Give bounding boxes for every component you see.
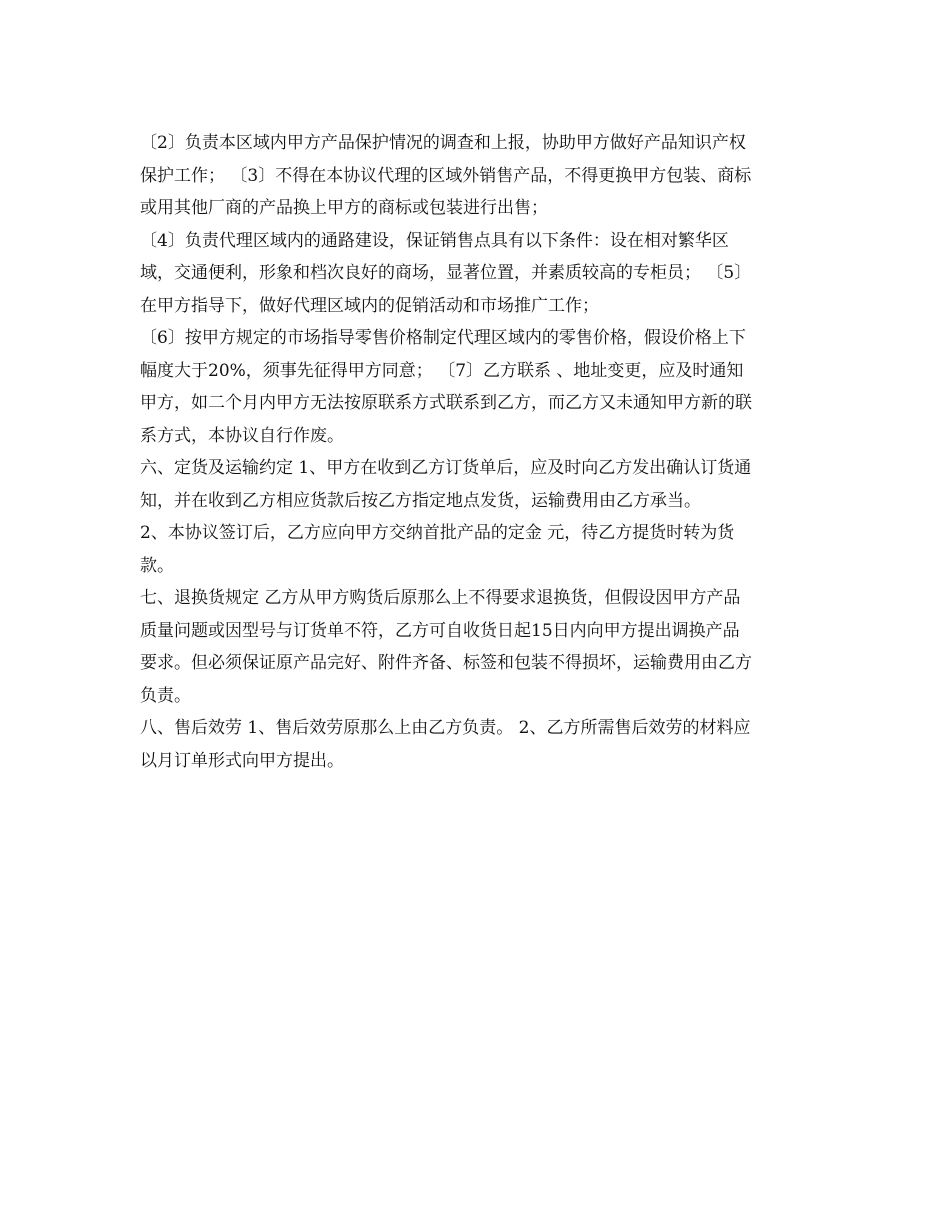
text-line: 〔4〕负责代理区域内的通路建设，保证销售点具有以下条件：设在相对繁华区 bbox=[140, 230, 729, 251]
text-line: 幅度大于20%，须事先征得甲方同意； 〔7〕乙方联系 、地址变更，应及时通知 bbox=[140, 360, 744, 381]
text-line: 系方式，本协议自行作废。 bbox=[140, 425, 344, 446]
paragraph-section-6-deposit bbox=[140, 517, 812, 582]
text-line: 以月订单形式向甲方提出。 bbox=[140, 750, 344, 771]
paragraph-section-8-after-sales bbox=[140, 712, 812, 777]
text-line: 要求。但必须保证原产品完好、附件齐备、标签和包装不得损坏，运输费用由乙方 bbox=[140, 653, 752, 673]
text-line: 或用其他厂商的产品换上甲方的商标或包装进行出售； bbox=[140, 198, 548, 218]
text-line: 六、定货及运输约定 1、甲方在收到乙方订货单后，应及时向乙方发出确认订货通 bbox=[140, 458, 752, 478]
text-line: 负责。 bbox=[140, 685, 191, 706]
paragraph-section-6-ordering bbox=[140, 452, 812, 517]
paragraph-clause-2-3 bbox=[140, 127, 812, 225]
text-line: 七、退换货规定 乙方从甲方购货后原那么上不得要求退换货，但假设因甲方产品 bbox=[140, 588, 741, 608]
text-line: 域，交通便利，形象和档次良好的商场，显著位置，并素质较高的专柜员； 〔5〕 bbox=[140, 263, 752, 283]
text-line: 款。 bbox=[140, 555, 174, 576]
paragraph-section-7-returns bbox=[140, 582, 812, 712]
text-line: 甲方，如二个月内甲方无法按原联系方式联系到乙方，而乙方又未通知甲方新的联 bbox=[140, 393, 752, 413]
text-line: 保护工作； 〔3〕不得在本协议代理的区域外销售产品，不得更换甲方包装、商标 bbox=[140, 165, 752, 186]
text-line: 八、售后效劳 1、售后效劳原那么上由乙方负责。 2、乙方所需售后效劳的材料应 bbox=[140, 718, 751, 738]
text-line: 在甲方指导下，做好代理区域内的促销活动和市场推广工作； bbox=[140, 295, 599, 316]
text-line: 知，并在收到乙方相应货款后按乙方指定地点发货，运输费用由乙方承当。 bbox=[140, 490, 701, 511]
text-line: 〔2〕负责本区域内甲方产品保护情况的调查和上报，协助甲方做好产品知识产权 bbox=[140, 133, 746, 153]
text-line: 2、本协议签订后，乙方应向甲方交纳首批产品的定金 元，待乙方提货时转为货 bbox=[140, 523, 735, 543]
document-body bbox=[140, 127, 812, 777]
paragraph-clause-4-5 bbox=[140, 225, 812, 323]
text-line: 质量问题或因型号与订货单不符，乙方可自收货日起15日内向甲方提出调换产品 bbox=[140, 620, 740, 641]
paragraph-clause-6-7 bbox=[140, 322, 812, 452]
text-line: 〔6〕按甲方规定的市场指导零售价格制定代理区域内的零售价格，假设价格上下 bbox=[140, 328, 746, 348]
